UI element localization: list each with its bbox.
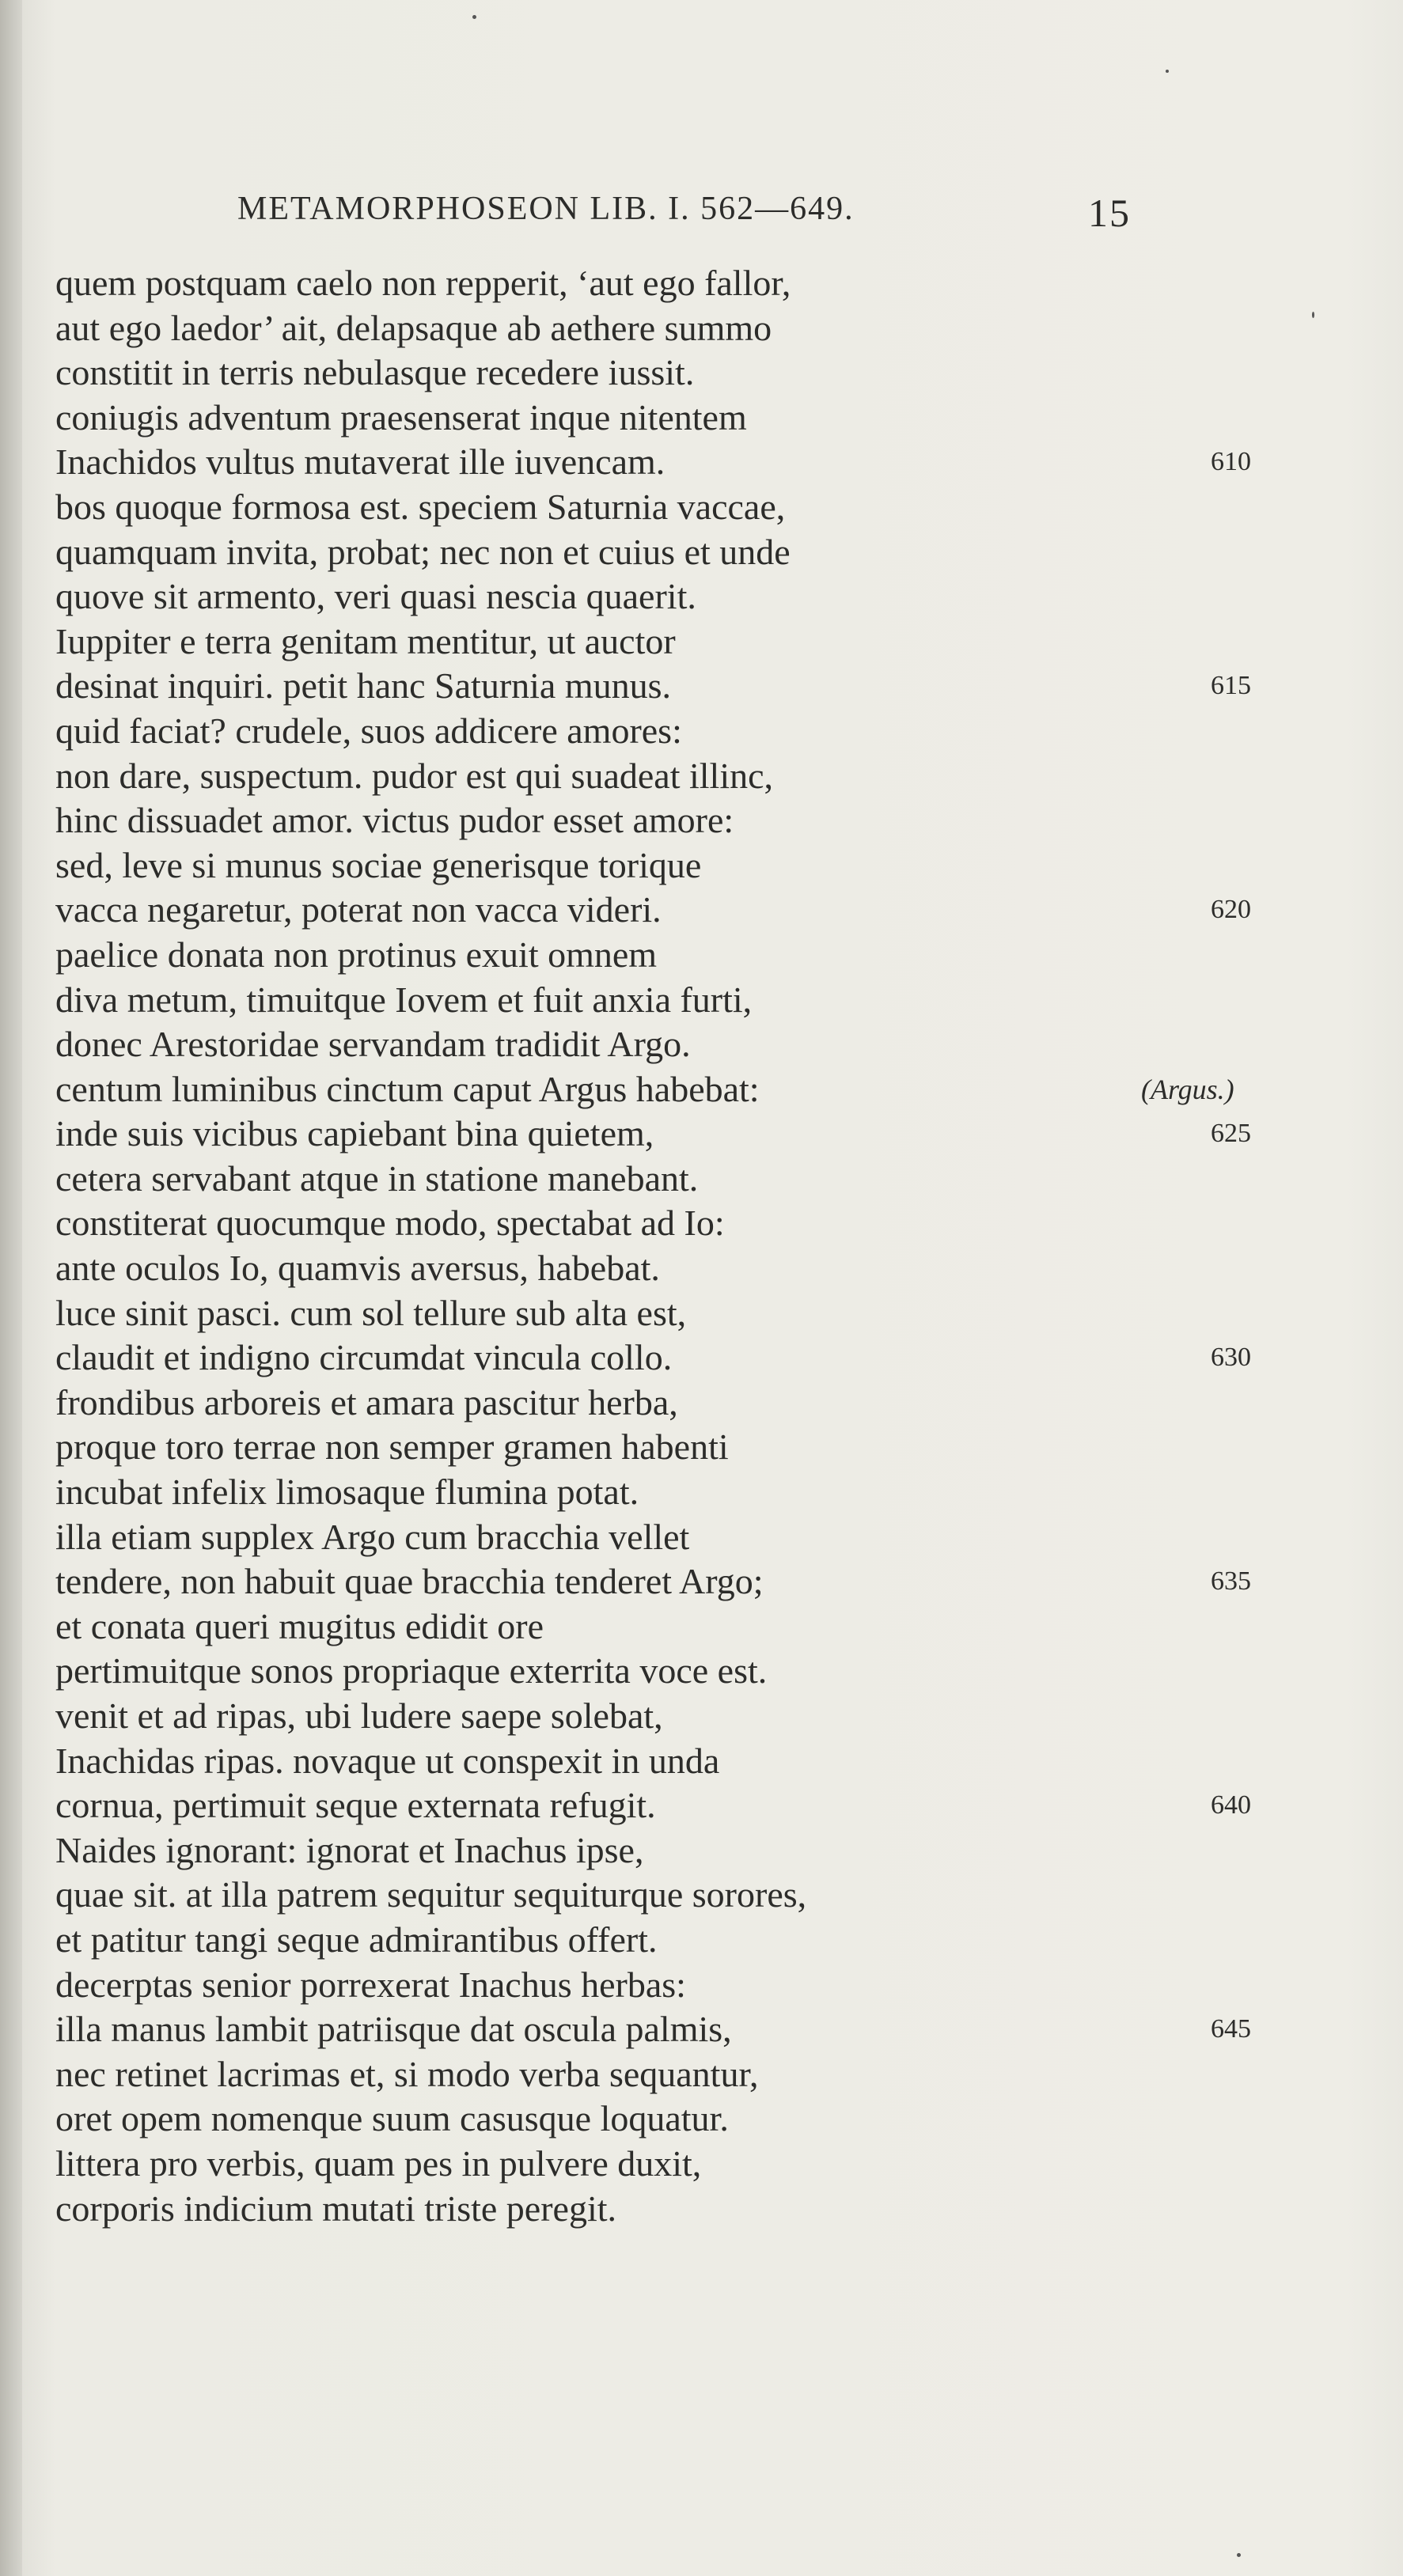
verse-line-text: illa manus lambit patriisque dat oscula palmis,	[55, 2009, 732, 2050]
verse-line	[55, 619, 1361, 665]
verse-line	[55, 1157, 1361, 1202]
marginal-note: (Argus.)	[1141, 1073, 1234, 1105]
page-header	[0, 190, 1403, 237]
verse-line	[55, 1022, 1361, 1067]
verse-line	[55, 440, 1361, 485]
verse-line-text: quamquam invita, probat; nec non et cuius et unde	[55, 531, 791, 572]
verse-line-text: tendere, non habuit quae bracchia tenderet Argo;	[55, 1561, 764, 1602]
line-number: 625	[1211, 1119, 1251, 1149]
verse-line	[55, 1470, 1361, 1515]
verse-line-text: constiterat quocumque modo, spectabat ad Io:	[55, 1203, 725, 1244]
ink-speck	[1166, 70, 1169, 73]
verse-line	[55, 1246, 1361, 1291]
verse-line-text: hinc dissuadet amor. victus pudor esset amore:	[55, 800, 734, 841]
line-number: 645	[1211, 2014, 1251, 2044]
verse-line-text: paelice donata non protinus exuit omnem	[55, 934, 658, 975]
verse-line-text: non dare, suspectum. pudor est qui suadeat illinc,	[55, 755, 774, 796]
page-gutter-shadow	[0, 0, 22, 2576]
verse-line-text: littera pro verbis, quam pes in pulvere duxit,	[55, 2142, 702, 2184]
verse-line-text: proque toro terrae non semper gramen habenti	[55, 1426, 729, 1468]
verse-line-text: claudit et indigno circumdat vincula collo.	[55, 1337, 673, 1378]
verse-line	[55, 2097, 1361, 2142]
line-number: 620	[1211, 895, 1251, 925]
verse-line-text: inde suis vicibus capiebant bina quietem,	[55, 1113, 654, 1154]
verse-line-text: decerptas senior porrexerat Inachus herbas:	[55, 1964, 686, 2005]
verse-line-text: Inachidos vultus mutaverat ille iuvencam.	[55, 441, 665, 483]
verse-line	[55, 1335, 1361, 1381]
verse-line-text: et patitur tangi seque admirantibus offert.	[55, 1919, 658, 1960]
verse-line	[55, 574, 1361, 619]
verse-line-text: incubat infelix limosaque flumina potat.	[55, 1472, 639, 1513]
verse-line	[55, 530, 1361, 575]
verse-line	[55, 1963, 1361, 2008]
verse-line	[55, 1515, 1361, 1560]
line-number: 635	[1211, 1566, 1251, 1597]
verse-line-text: quove sit armento, veri quasi nescia quaerit.	[55, 576, 696, 617]
page-number: 15	[1088, 191, 1131, 235]
verse-line	[55, 396, 1361, 441]
verse-line	[55, 1425, 1361, 1470]
verse-line-text: vacca negaretur, poterat non vacca videri.	[55, 889, 662, 930]
verse-line-text: sed, leve si munus sociae generisque torique	[55, 844, 702, 885]
verse-line	[55, 843, 1361, 888]
line-number: 615	[1211, 671, 1251, 701]
verse-line	[55, 798, 1361, 843]
verse-line	[55, 350, 1361, 396]
verse-line	[55, 2052, 1361, 2097]
verse-line-text: venit et ad ripas, ubi ludere saepe solebat,	[55, 1695, 663, 1736]
verse-line-text: quid faciat? crudele, suos addicere amores:	[55, 710, 682, 751]
verse-line	[55, 888, 1361, 933]
line-number: 640	[1211, 1790, 1251, 1820]
ink-speck	[472, 15, 476, 19]
verse-line	[55, 1291, 1361, 1336]
verse-line	[55, 485, 1361, 530]
verse-line	[55, 664, 1361, 709]
verse-line	[55, 2142, 1361, 2187]
verse-line	[55, 1112, 1361, 1157]
verse-line-text: donec Arestoridae servandam tradidit Argo.	[55, 1024, 691, 1065]
verse-line-text: luce sinit pasci. cum sol tellure sub alta est,	[55, 1292, 687, 1333]
verse-line	[55, 1918, 1361, 1963]
verse-line-text: Naides ignorant: ignorat et Inachus ipse,	[55, 1829, 644, 1870]
verse-line	[55, 978, 1361, 1023]
verse-line-text: aut ego laedor’ ait, delapsaque ab aethere summo	[55, 307, 772, 348]
verse-line	[55, 1873, 1361, 1918]
verse-line-text: quae sit. at illa patrem sequitur sequiturque sorores,	[55, 1874, 807, 1915]
verse-line-text: corporis indicium mutati triste peregit.	[55, 2188, 617, 2229]
verse-line	[55, 306, 1361, 351]
verse-line-text: ante oculos Io, quamvis aversus, habebat.	[55, 1248, 660, 1289]
verse-line-text: diva metum, timuitque Iovem et fuit anxia furti,	[55, 979, 753, 1020]
verse-line	[55, 1381, 1361, 1426]
line-number: 610	[1211, 447, 1251, 477]
verse-line	[55, 709, 1361, 754]
verse-line	[55, 1649, 1361, 1694]
verse-line-text: quem postquam caelo non repperit, ‘aut ego fallor,	[55, 263, 791, 303]
verse-line-text: et conata queri mugitus edidit ore	[55, 1605, 544, 1646]
verse-line-text: oret opem nomenque suum casusque loquatur.	[55, 2098, 729, 2139]
verse-line	[55, 2187, 1361, 2232]
verse-line-text: cetera servabant atque in statione manebant.	[55, 1157, 699, 1199]
verse-line	[55, 2007, 1361, 2052]
verse-line-text: centum luminibus cinctum caput Argus habebat:	[55, 1068, 760, 1109]
verse-line	[55, 1828, 1361, 1873]
verse-line-text: Inachidas ripas. novaque ut conspexit in unda	[55, 1740, 720, 1781]
verse-block	[55, 261, 1361, 2231]
verse-line-text: constitit in terris nebulasque recedere iussit.	[55, 352, 695, 393]
ink-speck	[1237, 2553, 1241, 2557]
line-number: 630	[1211, 1343, 1251, 1373]
verse-line	[55, 933, 1361, 978]
verse-line-text: illa etiam supplex Argo cum bracchia vellet	[55, 1516, 690, 1557]
verse-line	[55, 1067, 1361, 1112]
verse-line	[55, 1783, 1361, 1828]
verse-line-text: coniugis adventum praesenserat inque nitentem	[55, 396, 747, 438]
verse-line-text: frondibus arboreis et amara pascitur herba,	[55, 1381, 678, 1422]
verse-line	[55, 1739, 1361, 1784]
running-head: METAMORPHOSEON LIB. I. 562—649.	[237, 191, 855, 227]
verse-line-text: desinat inquiri. petit hanc Saturnia munus.	[55, 665, 672, 707]
verse-line-text: nec retinet lacrimas et, si modo verba sequantur,	[55, 2053, 759, 2094]
verse-line-text: bos quoque formosa est. speciem Saturnia vaccae,	[55, 486, 786, 527]
verse-line	[55, 1604, 1361, 1650]
verse-line	[55, 1559, 1361, 1604]
verse-line	[55, 754, 1361, 799]
verse-line-text: Iuppiter e terra genitam mentitur, ut auctor	[55, 620, 676, 661]
verse-line-text: cornua, pertimuit seque externata refugit.	[55, 1785, 656, 1826]
verse-line	[55, 1694, 1361, 1739]
verse-line	[55, 261, 1361, 306]
verse-line	[55, 1201, 1361, 1246]
verse-line-text: pertimuitque sonos propriaque exterrita voce est.	[55, 1650, 768, 1691]
